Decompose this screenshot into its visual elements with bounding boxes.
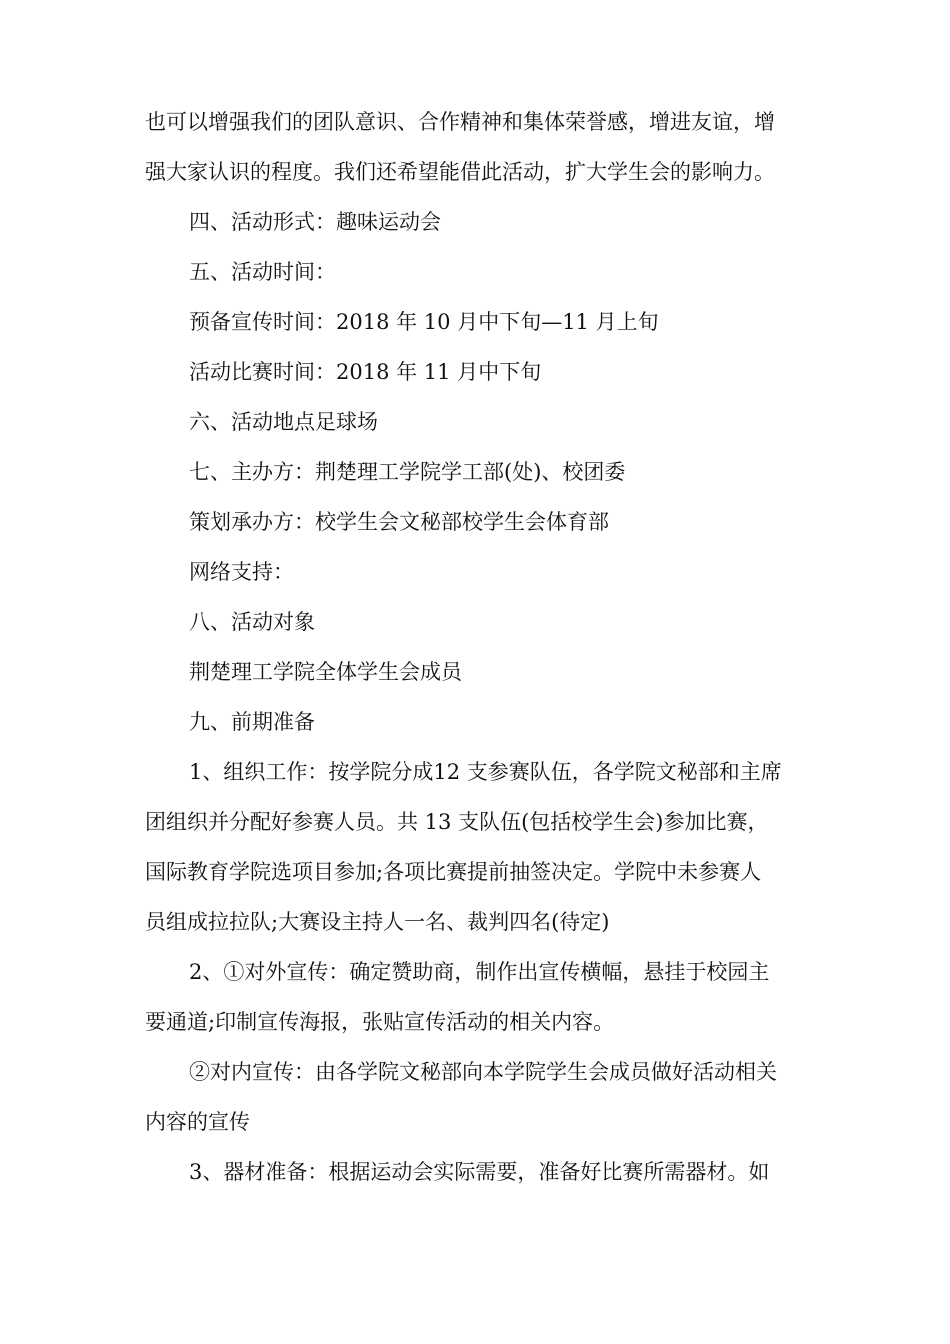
section-8-audience: 八、活动对象 (189, 610, 315, 634)
paragraph-line-2: 强大家认识的程度。我们还希望能借此活动，扩大学生会的影响力。 (145, 160, 775, 184)
document-page (145, 97, 815, 1197)
prep-item-1-line-1: 1、组织工作：按学院分成12 支参赛队伍，各学院文秘部和主席 (189, 760, 782, 784)
prep-item-2-line-1: 2、①对外宣传：确定赞助商，制作出宣传横幅，悬挂于校园主 (189, 960, 770, 984)
prep-item-2-line-2: 要通道;印制宣传海报，张贴宣传活动的相关内容。 (145, 1010, 615, 1034)
prep-item-1-line-3: 国际教育学院选项目参加;各项比赛提前抽签决定。学院中未参赛人 (145, 860, 762, 884)
paragraph-line-1: 也可以增强我们的团队意识、合作精神和集体荣誉感，增进友谊，增 (145, 110, 775, 134)
section-7-organizer: 七、主办方：荆楚理工学院学工部(处)、校团委 (189, 460, 626, 484)
audience-description: 荆楚理工学院全体学生会成员 (189, 660, 462, 684)
section-5-time: 五、活动时间： (189, 260, 336, 284)
prep-item-2b-line-1: ②对内宣传：由各学院文秘部向本学院学生会成员做好活动相关 (189, 1060, 777, 1084)
prep-item-2b-line-2: 内容的宣传 (145, 1110, 250, 1134)
publicity-time: 预备宣传时间：2018 年 10 月中下旬—11 月上旬 (189, 310, 659, 334)
prep-item-3-line-1: 3、器材准备：根据运动会实际需要，准备好比赛所需器材。如 (189, 1160, 770, 1184)
competition-time: 活动比赛时间：2018 年 11 月中下旬 (189, 360, 542, 384)
section-6-location: 六、活动地点足球场 (189, 410, 378, 434)
prep-item-1-line-4: 员组成拉拉队;大赛设主持人一名、裁判四名(待定) (145, 910, 610, 934)
prep-item-1-line-2: 团组织并分配好参赛人员。共 13 支队伍(包括校学生会)参加比赛， (145, 810, 769, 834)
network-support: 网络支持： (189, 560, 294, 584)
section-9-preparation: 九、前期准备 (189, 710, 315, 734)
section-4-form: 四、活动形式：趣味运动会 (189, 210, 441, 234)
co-organizer: 策划承办方：校学生会文秘部校学生会体育部 (189, 510, 609, 534)
